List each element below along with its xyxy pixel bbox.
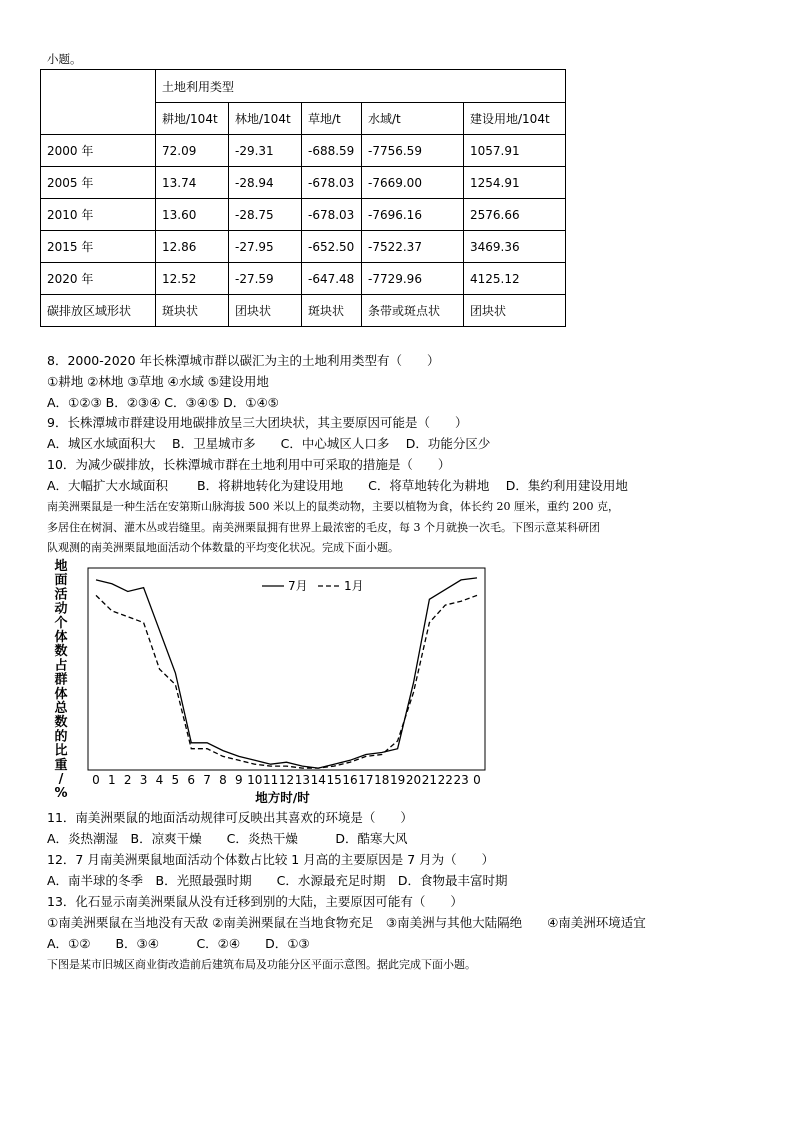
- x-tick-label: 22: [437, 773, 453, 787]
- series-line: [96, 578, 477, 768]
- table-group-header: 土地利用类型: [156, 70, 566, 103]
- footer-intro: 下图是某市旧城区商业街改造前后建筑布局及功能分区平面示意图。据此完成下面小题。: [47, 958, 476, 971]
- table-cell: -27.95: [229, 231, 302, 263]
- x-tick-label: 19: [389, 773, 406, 787]
- x-tick-label: 11: [262, 773, 279, 787]
- q12-stem: 12．7 月南美洲栗鼠地面活动个体数占比较 1 月高的主要原因是 7 月为（ ）: [47, 852, 495, 867]
- table-cell: 斑块状: [302, 295, 362, 327]
- q10-choices: A．大幅扩大水域面积 B．将耕地转化为建设用地 C．将草地转化为耕地 D．集约利用建设用地: [47, 478, 628, 493]
- table-row: [41, 199, 566, 231]
- q13-options: ①南美洲栗鼠在当地没有天敌 ②南美洲栗鼠在当地食物充足 ③南美洲与其他大陆隔绝 ④南美洲环境适宜: [47, 915, 646, 930]
- table-row: [41, 231, 566, 263]
- col-header: 水域/t: [362, 103, 464, 135]
- table-cell: -647.48: [302, 263, 362, 295]
- table-cell: -652.50: [302, 231, 362, 263]
- activity-line-chart: [47, 558, 492, 808]
- x-tick-label: 23: [453, 773, 469, 787]
- table-cell: 2576.66: [464, 199, 566, 231]
- table-cell: -7522.37: [362, 231, 464, 263]
- x-tick-label: 9: [235, 773, 243, 787]
- table-cell: 条带或斑点状: [362, 295, 464, 327]
- table-cell: 1057.91: [464, 135, 566, 167]
- table-cell: -7696.16: [362, 199, 464, 231]
- table-cell: 团块状: [464, 295, 566, 327]
- col-header: 耕地/104t: [156, 103, 229, 135]
- y-axis-label-char: 总: [54, 701, 68, 716]
- q9-stem: 9．长株潭城市群建设用地碳排放呈三大团块状，其主要原因可能是（ ）: [47, 415, 468, 430]
- y-axis-label-char: 的: [54, 729, 68, 745]
- y-axis-label-char: 地: [54, 559, 68, 574]
- passage-line: 南美洲栗鼠是一种生活在安第斯山脉海拔 500 米以上的鼠类动物，主要以植物为食，体长约 20 厘米，重约 200 克，: [47, 500, 619, 513]
- x-tick-label: 0: [473, 773, 481, 787]
- table-cell: 团块状: [229, 295, 302, 327]
- q8-options: ①耕地 ②林地 ③草地 ④水域 ⑤建设用地: [47, 374, 269, 389]
- legend-label: 7月: [288, 579, 308, 593]
- x-tick-label: 8: [219, 773, 227, 787]
- table-cell: 13.74: [156, 167, 229, 199]
- table-cell: 斑块状: [156, 295, 229, 327]
- series-line: [96, 595, 477, 768]
- y-axis-label-char: 群: [54, 672, 68, 688]
- x-tick-label: 18: [374, 773, 390, 787]
- x-tick-label: 4: [155, 773, 164, 787]
- row-label: 2020 年: [41, 263, 156, 295]
- header-fragment: 小题。: [47, 52, 82, 66]
- x-tick-label: 16: [342, 773, 358, 787]
- x-tick-label: 3: [139, 773, 148, 787]
- table-cell: -29.31: [229, 135, 302, 167]
- table-cell: 3469.36: [464, 231, 566, 263]
- table-row: [41, 135, 566, 167]
- q8-stem: 8．2000-2020 年长株潭城市群以碳汇为主的土地利用类型有（ ）: [47, 353, 440, 368]
- table-cell: -28.94: [229, 167, 302, 199]
- table-cell: 1254.91: [464, 167, 566, 199]
- table-row: [41, 263, 566, 295]
- x-tick-label: 1: [108, 773, 116, 787]
- q12-choices: A．南半球的冬季 B．光照最强时期 C．水源最充足时期 D．食物最丰富时期: [47, 873, 508, 888]
- x-tick-label: 5: [171, 773, 180, 787]
- row-label: 2005 年: [41, 167, 156, 199]
- table-cell: -678.03: [302, 167, 362, 199]
- table-cell: -7756.59: [362, 135, 464, 167]
- carbon-table: [40, 69, 566, 327]
- q9-choices: A．城区水域面积大 B．卫星城市多 C．中心城区人口多 D．功能分区少: [47, 436, 491, 451]
- y-axis-label-char: 占: [54, 658, 68, 674]
- x-tick-label: 13: [294, 773, 311, 787]
- y-axis-label-char: 体: [54, 630, 68, 645]
- x-tick-label: 10: [247, 773, 263, 787]
- legend-label: 1月: [344, 579, 364, 593]
- col-header: 林地/104t: [229, 103, 302, 135]
- row-label: 2010 年: [41, 199, 156, 231]
- y-axis-label-char: 数: [54, 715, 68, 731]
- table-cell: -678.03: [302, 199, 362, 231]
- y-axis-label-char: 重: [54, 757, 68, 773]
- x-tick-label: 20: [405, 773, 422, 787]
- table-cell: -28.75: [229, 199, 302, 231]
- y-axis-label-char: 体: [54, 686, 68, 702]
- x-axis-label: 地方时/时: [255, 790, 310, 805]
- table-cell: -7729.96: [362, 263, 464, 295]
- x-tick-label: 15: [326, 773, 342, 787]
- row-label: 2015 年: [41, 231, 156, 263]
- x-tick-label: 6: [187, 773, 196, 787]
- table-cell: 12.86: [156, 231, 229, 263]
- table-corner-cell: [41, 70, 156, 135]
- y-axis-label-char: 数: [54, 644, 68, 660]
- table-cell: 13.60: [156, 199, 229, 231]
- q11-choices: A．炎热潮湿 B．凉爽干燥 C．炎热干燥 D．酷寒大风: [47, 831, 408, 846]
- x-tick-label: 17: [358, 773, 374, 787]
- table-cell: 4125.12: [464, 263, 566, 295]
- table-cell: -7669.00: [362, 167, 464, 199]
- row-label: 碳排放区域形状: [41, 295, 156, 327]
- row-label: 2000 年: [41, 135, 156, 167]
- x-tick-label: 7: [203, 773, 211, 787]
- table-row: [41, 167, 566, 199]
- q11-stem: 11．南美洲栗鼠的地面活动规律可反映出其喜欢的环境是（ ）: [47, 810, 413, 825]
- y-axis-label-char: 比: [54, 743, 68, 759]
- y-axis-label-char: %: [54, 786, 68, 802]
- y-axis-label-char: 动: [54, 601, 68, 617]
- y-axis-label-char: 个: [54, 615, 68, 631]
- q13-stem: 13．化石显示南美洲栗鼠从没有迁移到别的大陆，主要原因可能有（ ）: [47, 894, 463, 909]
- q10-stem: 10．为减少碳排放，长株潭城市群在土地利用中可采取的措施是（ ）: [47, 457, 451, 472]
- q8-choices: A．①②③ B．②③④ C．③④⑤ D．①④⑤: [47, 395, 279, 410]
- table-cell: -688.59: [302, 135, 362, 167]
- y-axis-label-char: /: [58, 772, 64, 787]
- x-tick-label: 2: [123, 773, 132, 787]
- col-header: 建设用地/104t: [464, 103, 566, 135]
- passage-line: 多居住在树洞、灌木丛或岩缝里。南美洲栗鼠拥有世界上最浓密的毛皮，每 3 个月就换一次毛。下图示意某科研团: [47, 521, 600, 534]
- table-row: [41, 295, 566, 327]
- y-axis-label-char: 活: [54, 587, 68, 603]
- col-header: 草地/t: [302, 103, 362, 135]
- passage-line: 队观测的南美洲栗鼠地面活动个体数量的平均变化状况。完成下面小题。: [47, 541, 399, 554]
- x-tick-label: 14: [310, 773, 326, 787]
- x-tick-label: 0: [92, 773, 100, 787]
- table-cell: -27.59: [229, 263, 302, 295]
- table-cell: 12.52: [156, 263, 229, 295]
- q13-choices: A．①② B．③④ C．②④ D．①③: [47, 936, 310, 951]
- x-tick-label: 21: [421, 773, 438, 787]
- x-tick-label: 12: [278, 773, 295, 787]
- y-axis-label-char: 面: [54, 573, 68, 589]
- table-cell: 72.09: [156, 135, 229, 167]
